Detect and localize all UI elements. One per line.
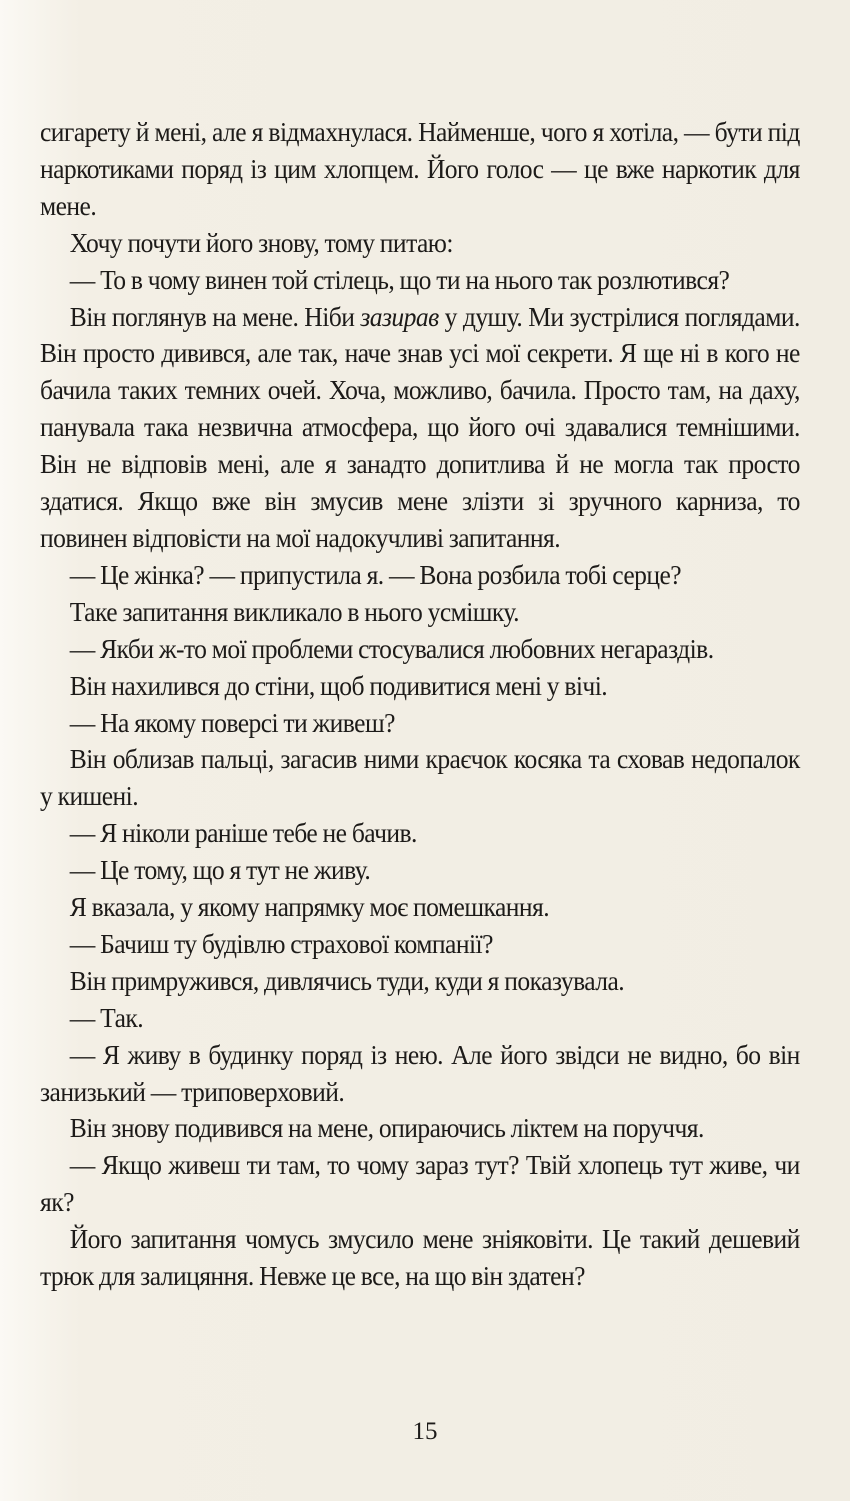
paragraph xyxy=(40,668,800,705)
paragraph xyxy=(40,1000,800,1037)
paragraph-text: — На якому поверсі ти живеш? xyxy=(69,706,395,738)
paragraph xyxy=(40,1147,800,1221)
paragraph-text: Він знову подивився на мене, опираючись ліктем на поруччя. xyxy=(69,1112,704,1144)
emphasized-word: зазирав xyxy=(360,300,439,332)
paragraph-text: Він примружився, дивлячись туди, куди я показувала. xyxy=(69,964,625,996)
paragraph-text: Він поглянув на мене. Ніби xyxy=(69,300,361,332)
paragraph xyxy=(40,225,800,262)
paragraph-text: сигарету й мені, але я відмахнулася. Найменше, чого я хотіла, — бути під наркотиками поряд із цим хлопцем. Його голос — це вже наркотик для мене. xyxy=(40,116,800,221)
paragraph-text: у душу. Ми зустрілися поглядами. Він просто дивився, але так, наче знав усі мої секрети. Я ще ні в кого не бачила таких темних очей. Хоча, можливо, бачила. Просто там, на даху, панувала така незвична атмосфера, що його очі здавалися темнішими. Він не відповів мені, але я занадто допитлива й не могла так просто здатися. Якщо вже він змусив мене злізти зі зручного карниза, то повинен відповісти на мої надокучливі запитання. xyxy=(40,300,800,553)
paragraph-text: Хочу почути його знову, тому питаю: xyxy=(69,226,453,258)
paragraph xyxy=(40,926,800,963)
paragraph xyxy=(40,741,800,815)
paragraph xyxy=(40,262,800,299)
paragraph-text: Його запитання чомусь змусило мене зніяковіти. Це такий дешевий трюк для залицяння. Невже це все, на що він здатен? xyxy=(40,1223,800,1292)
paragraph xyxy=(40,594,800,631)
paragraph xyxy=(40,631,800,668)
paragraph-text: Він нахилився до стіни, щоб подивитися мені у вічі. xyxy=(69,669,608,701)
paragraph-text: — Бачиш ту будівлю страхової компанії? xyxy=(69,927,493,959)
paragraph-text: Я вказала, у якому напрямку моє помешкання. xyxy=(69,891,550,923)
paragraph-text: Таке запитання викликало в нього усмішку. xyxy=(69,595,519,627)
paragraph xyxy=(40,1110,800,1147)
paragraph xyxy=(40,1037,800,1111)
book-page-text xyxy=(40,114,800,1295)
paragraph xyxy=(40,889,800,926)
paragraph-text: — Я ніколи раніше тебе не бачив. xyxy=(69,817,417,849)
paragraph xyxy=(40,557,800,594)
paragraph xyxy=(40,705,800,742)
paragraph-text: — Якщо живеш ти там, то чому зараз тут? Твій хлопець тут живе, чи як? xyxy=(40,1149,800,1218)
paragraph xyxy=(40,114,800,225)
paragraph-text: — Якби ж-то мої проблеми стосувалися любовних негараздів. xyxy=(69,632,714,664)
paragraph-text: — Це тому, що я тут не живу. xyxy=(69,854,371,886)
paragraph-text: Він облизав пальці, загасив ними краєчок косяка та сховав недопалок у кишені. xyxy=(40,743,800,812)
paragraph xyxy=(40,815,800,852)
paragraph-text: — Так. xyxy=(69,1001,144,1033)
paragraph-text: — Це жінка? — припустила я. — Вона розбила тобі серце? xyxy=(69,558,682,590)
paragraph-text: — Я живу в будинку поряд із нею. Але його звідси не видно, бо він занизький — триповерховий. xyxy=(40,1038,800,1107)
paragraph xyxy=(40,1221,800,1295)
page-number: 15 xyxy=(412,1418,438,1445)
paragraph xyxy=(40,852,800,889)
paragraph xyxy=(40,963,800,1000)
paragraph xyxy=(40,299,800,557)
paragraph-text: — То в чому винен той стілець, що ти на нього так розлютився? xyxy=(69,263,730,295)
